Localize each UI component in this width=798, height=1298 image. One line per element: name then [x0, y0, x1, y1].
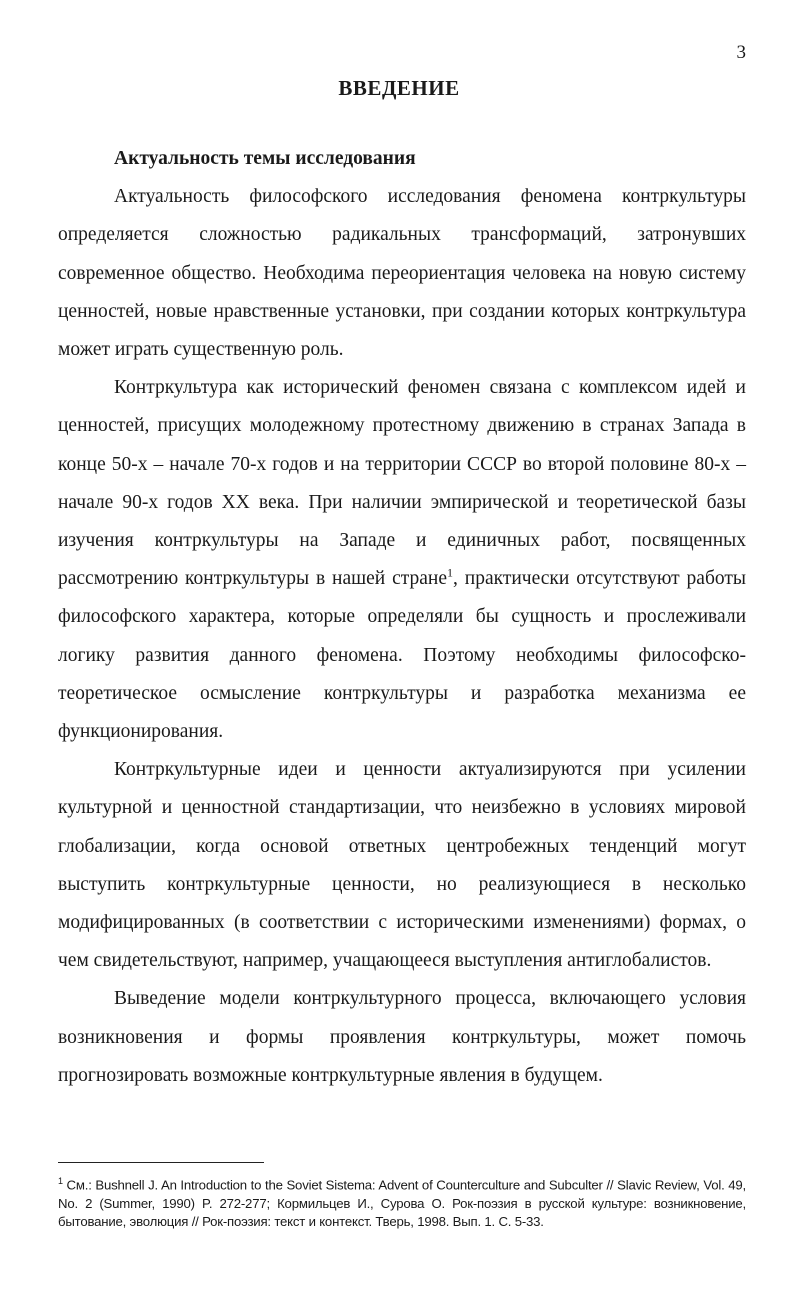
footnote-text: См.: Bushnell J. An Introduction to the Soviet Sistema: Advent of Counterculture and Subculter // Slavic Review, Vol. 49, No. 2 (Summer, 1990) P. 272-277; Кормильцев И., Сурова О. Рок-поэзия в русской культуре: возникновение, бытование, эволюция // Рок-поэзия: текст и контекст. Тверь, 1998. Вып. 1. С. 5-33. [58, 1177, 746, 1230]
main-text [58, 140, 746, 1095]
page-title: ВВЕДЕНИЕ [338, 76, 460, 100]
section-subheading: Актуальность темы исследования [114, 148, 416, 169]
paragraph-2-text: Контркультура как исторический феномен связана с комплексом идей и ценностей, присущих молодежному протестному движению в странах Запада в конце 50-х – начале 70-х годов и на территории СССР во второй половине 80-х – начале 90-х годов XX века. При наличии эмпирической и теоретической базы изучения контркультуры на Западе и единичных работ, посвященных рассмотрению контркультуры в нашей стране [58, 377, 746, 590]
paragraph-2-continuation: , практически отсутствуют работы философского характера, которые определяли бы сущность и прослеживали логику развития данного феномена. Поэтому необходимы философско-теоретическое осмысление контркультуры и разработка механизма ее функционирования. [58, 568, 746, 743]
page-number: 3 [736, 42, 746, 63]
footnote-separator [58, 1162, 264, 1163]
footnote-mark: 1 [58, 1176, 63, 1186]
paragraph-1: Актуальность философского исследования феномена контркультуры определяется сложностью радикальных трансформаций, затронувших современное общество. Необходима переориентация человека на новую систему ценностей, новые нравственные установки, при создании которых контркультура может играть существенную роль. [58, 186, 746, 361]
paragraph-4: Выведение модели контркультурного процесса, включающего условия возникновения и формы проявления контркультуры, может помочь прогнозировать возможные контркультурные явления в будущем. [58, 988, 746, 1086]
footnote [58, 1172, 746, 1232]
paragraph-2 [58, 369, 746, 751]
footnote-reference: 1 [447, 565, 454, 580]
paragraph-3: Контркультурные идеи и ценности актуализируются при усилении культурной и ценностной стандартизации, что неизбежно в условиях мировой глобализации, когда основой ответных центробежных тенденций могут выступить контркультурные ценности, но реализующиеся в несколько модифицированных (в соответствии с историческими изменениями) формах, о чем свидетельствуют, например, учащающееся выступления антиглобалистов. [58, 759, 746, 972]
